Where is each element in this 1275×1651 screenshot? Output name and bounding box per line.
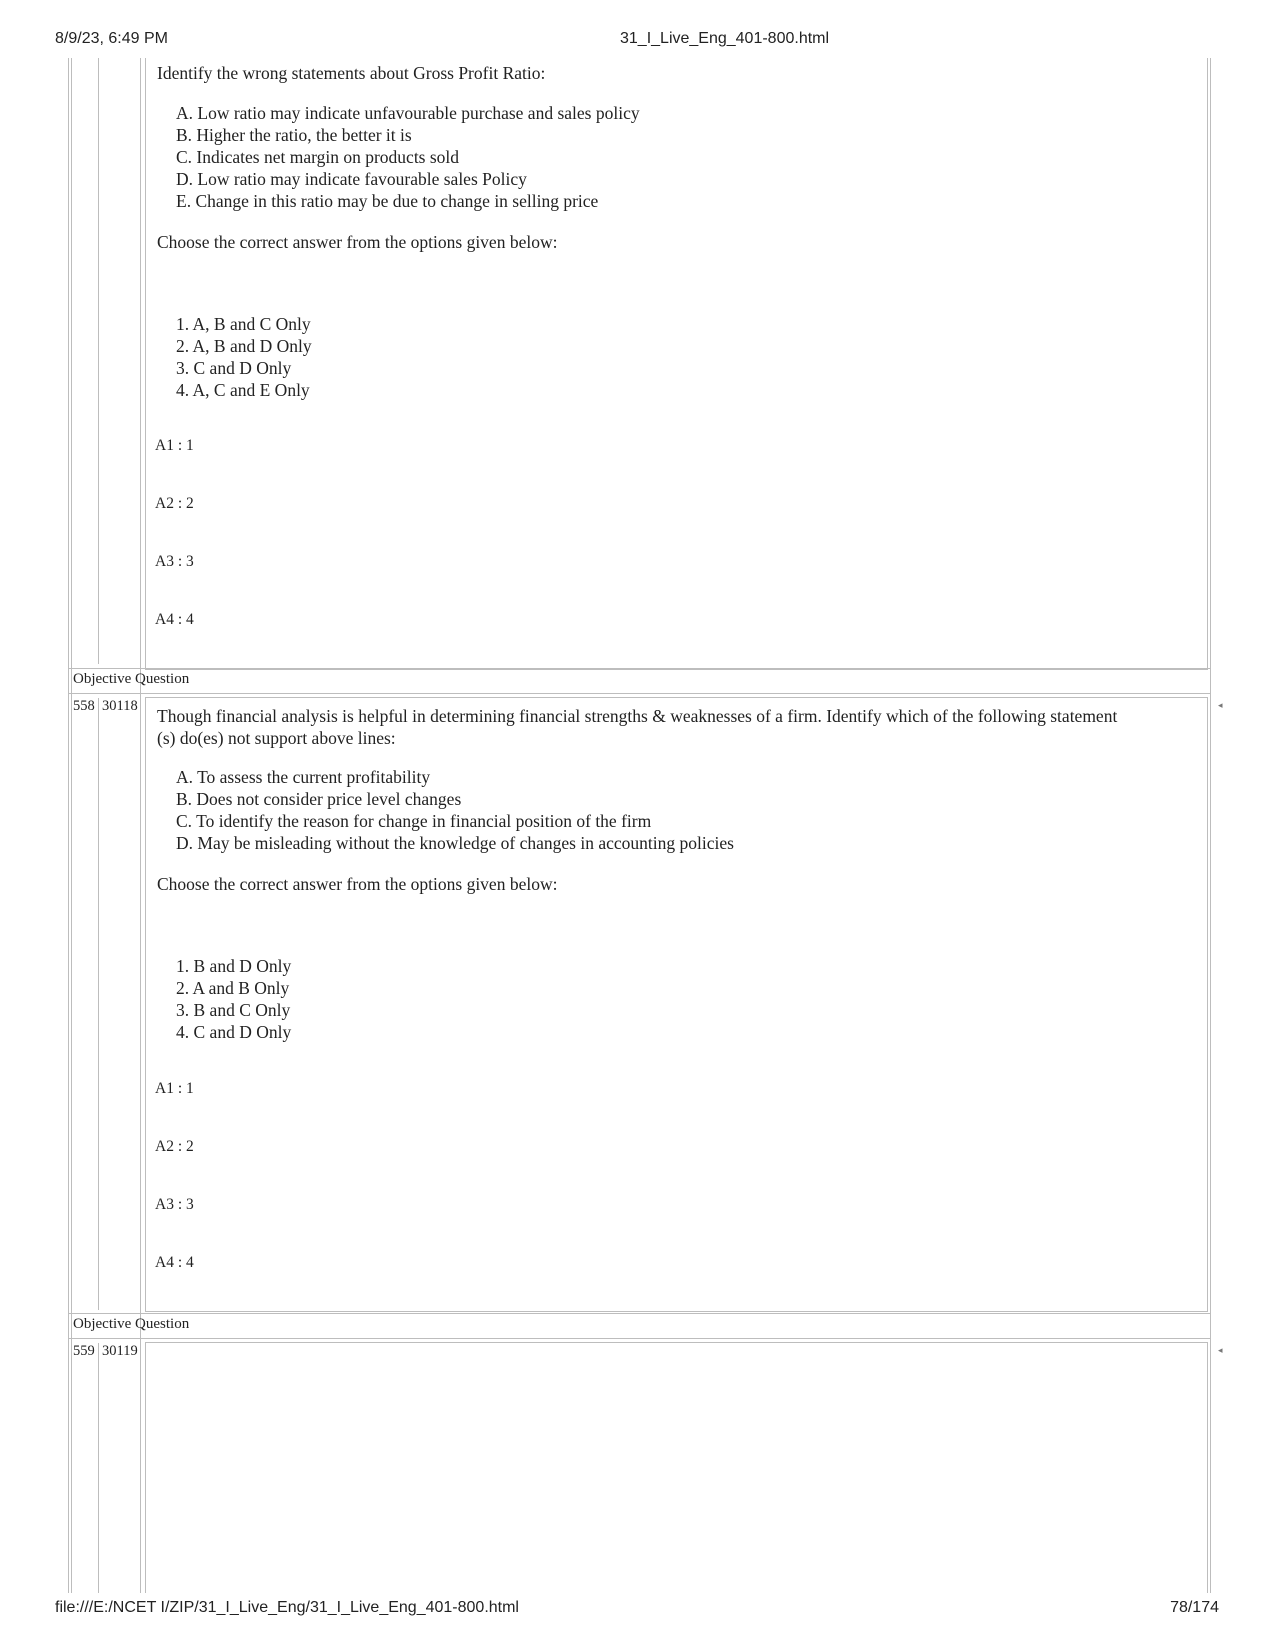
row-divider	[68, 693, 1211, 694]
answer-choice: A2 : 2	[155, 1138, 194, 1155]
answer-choice: A4 : 4	[155, 611, 194, 628]
answer-choice: A1 : 1	[155, 437, 194, 454]
option-item: 1. A, B and C Only	[176, 314, 311, 334]
col-divider	[98, 1343, 99, 1593]
row-divider	[68, 1313, 1211, 1314]
scroll-marker: ◂	[1218, 700, 1223, 710]
option-item: 2. A and B Only	[176, 978, 290, 998]
statement-item: D. May be misleading without the knowledge of changes in accounting policies	[176, 833, 734, 853]
col-divider	[98, 698, 99, 1310]
option-item: 4. C and D Only	[176, 1022, 292, 1042]
question-instruction: Choose the correct answer from the options given below:	[157, 874, 558, 894]
table-border-left	[68, 58, 69, 1593]
table-border-right	[1210, 58, 1211, 1593]
statement-item: E. Change in this ratio may be due to change in selling price	[176, 191, 599, 211]
option-list	[176, 955, 291, 1043]
table-border-left-inner	[71, 58, 72, 1593]
question-prompt: Though financial analysis is helpful in determining financial strengths & weaknesses of a firm. Identify which of the following statement	[157, 706, 1118, 726]
answer-choice: A2 : 2	[155, 495, 194, 512]
answer-choice: A1 : 1	[155, 1080, 194, 1097]
statement-item: B. Does not consider price level changes	[176, 789, 462, 809]
statement-item: C. To identify the reason for change in financial position of the firm	[176, 811, 652, 831]
question-number: 558	[73, 698, 95, 714]
file-path: file:///E:/NCET I/ZIP/31_I_Live_Eng/31_I_Live_Eng_401-800.html	[55, 1599, 519, 1616]
question-type-label: Objective Question	[73, 671, 190, 687]
question-instruction: Choose the correct answer from the options given below:	[157, 232, 558, 252]
option-list	[176, 313, 312, 401]
option-item: 3. C and D Only	[176, 358, 292, 378]
statement-item: D. Low ratio may indicate favourable sales Policy	[176, 169, 527, 189]
row-divider	[68, 668, 1211, 669]
option-item: 3. B and C Only	[176, 1000, 291, 1020]
option-item: 2. A, B and D Only	[176, 336, 312, 356]
question-type-label: Objective Question	[73, 1316, 190, 1332]
question-id: 30119	[102, 1343, 138, 1359]
statement-item: A. To assess the current profitability	[176, 767, 431, 787]
col-divider	[140, 58, 141, 1593]
statement-item: A. Low ratio may indicate unfavourable purchase and sales policy	[176, 103, 640, 123]
question-id: 30118	[102, 698, 138, 714]
statement-list	[176, 766, 734, 854]
question-prompt: Identify the wrong statements about Gross Profit Ratio:	[157, 63, 546, 83]
answer-choice: A3 : 3	[155, 553, 194, 570]
row-divider	[68, 1338, 1211, 1339]
answer-choice: A3 : 3	[155, 1196, 194, 1213]
question-box-559	[145, 1342, 1208, 1593]
option-item: 4. A, C and E Only	[176, 380, 310, 400]
statement-list	[176, 102, 640, 212]
col-divider	[98, 58, 99, 664]
print-datetime: 8/9/23, 6:49 PM	[55, 30, 168, 47]
statement-item: B. Higher the ratio, the better it is	[176, 125, 412, 145]
answer-choice: A4 : 4	[155, 1254, 194, 1271]
question-prompt-continued: (s) do(es) not support above lines:	[157, 728, 396, 748]
page-number: 78/174	[1170, 1599, 1219, 1616]
statement-item: C. Indicates net margin on products sold	[176, 147, 460, 167]
print-title: 31_I_Live_Eng_401-800.html	[620, 30, 830, 47]
option-item: 1. B and D Only	[176, 956, 292, 976]
question-number: 559	[73, 1343, 95, 1359]
scroll-marker: ◂	[1218, 1345, 1223, 1355]
